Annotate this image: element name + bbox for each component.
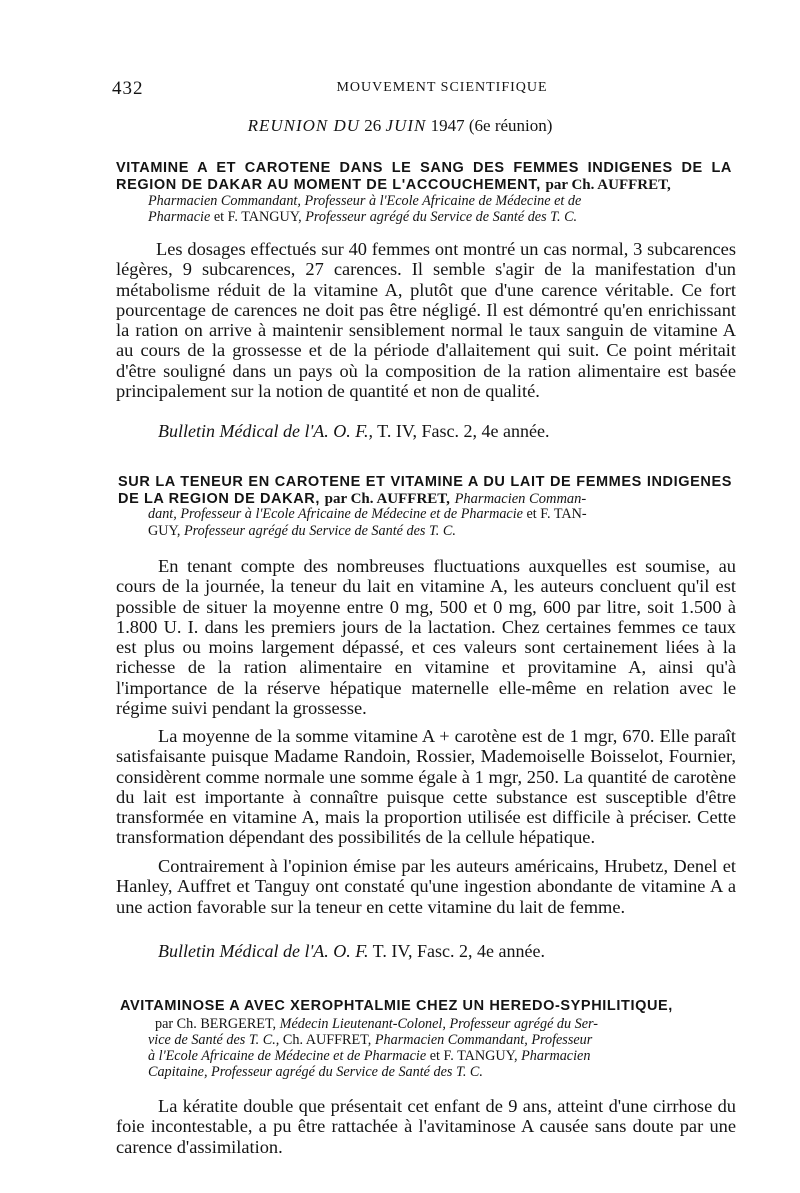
article1-citation-ref: T. IV, Fasc. 2, 4e année. [377, 421, 550, 441]
running-head [112, 78, 772, 100]
article2-affiliation-3 [148, 523, 728, 539]
article2-affiliation-2 [148, 506, 728, 522]
article1-title-text: VITAMINE A ET CAROTENE DANS LE SANG DES FEMMES INDIGENES DE LA REGION DE DAKAR AU MOMENT DE L'ACCOUCHEMENT, [116, 160, 732, 193]
article3-aff-line2c: Pharmacien Commandant, Professeur [374, 1032, 593, 1048]
article1-aff-line1: Pharmacien Commandant, Professeur à l'Ecole Africaine de Médecine et de [148, 193, 582, 209]
article2-title-text: SUR LA TENEUR EN CAROTENE ET VITAMINE A DU LAIT DE FEMMES INDIGENES DE LA REGION DE DAKAR, [118, 474, 732, 507]
article3-aff-line2b: Ch. AUFFRET, [282, 1032, 372, 1048]
article2-aff-line3a: GUY, [148, 523, 181, 539]
article3-affiliation-1 [155, 1016, 738, 1032]
article3-body: La kératite double que présentait cet enfant de 9 ans, atteint d'une cirrhose du foie incontestable, a pu être rattachée à l'avitaminose A causée sans doute par une carence d'assimilation. [116, 1096, 736, 1157]
article1-byline: par Ch. AUFFRET, [545, 177, 671, 193]
article3-aff-line3b: et F. TANGUY, [429, 1048, 518, 1064]
article2-paragraph-1: En tenant compte des nombreuses fluctuations auxquelles est soumise, au cours de la journée, la teneur du lait en vitamine A, les auteurs concluent qu'il est possible de situer la moyenne entre 0 mg, 500 et 0 mg, 600 par litre, soit 1.500 à 1.800 U. I. dans les premiers jours de la lactation. Chez certaines femmes ce taux est plus ou moins largement dépassé, et ces valeurs sont certainement liées à la richesse de la ration alimentaire en vitamine et provitamine A, ainsi qu'à l'importance de la réserve hépatique maternelle elle-même en relation avec le régime suivi pendant la grossesse. [116, 556, 736, 719]
article3-affiliation-3 [148, 1048, 738, 1064]
page-number: 432 [112, 78, 144, 99]
article2-aff-line3b: Professeur agrégé du Service de Santé des T. C. [184, 523, 456, 539]
article1-aff-line2a: Pharmacie [148, 209, 211, 225]
article3-aff-line4: Capitaine, Professeur agrégé du Service de Santé des T. C. [148, 1064, 483, 1080]
article3-aff-line2a: vice de Santé des T. C., [148, 1032, 280, 1048]
journal-title: MOUVEMENT SCIENTIFIQUE [336, 80, 548, 95]
article3-aff-line3c: Pharmacien [521, 1048, 591, 1064]
meeting-year: 1947 [430, 116, 465, 135]
article3-byline: par Ch. BERGERET, [155, 1016, 277, 1032]
meeting-prefix: REUNION DU [247, 116, 361, 135]
article1-affiliation-2 [148, 209, 728, 225]
article1-body: Les dosages effectués sur 40 femmes ont montré un cas normal, 3 subcarences légères, 9 subcarences, 27 carences. Il semble s'agir de la manifestation d'un métabolisme réduit de la vitamine A, plutôt que d'une carence véritable. Ce fort pourcentage de carences ne doit pas être négligé. Il est démontré qu'en enrichissant la ration on arrive à maintenir sensiblement normal le taux sanguin de vitamine A au cours de la grossesse et de la période d'allaitement qui suit. Ce point méritait d'être souligné dans un pays où la composition de la ration alimentaire est basée principalement sur la notion de quantité et non de qualité. [116, 239, 736, 402]
meeting-suffix: (6e réunion) [468, 116, 553, 135]
article1-title [116, 160, 732, 194]
article3-title-text: AVITAMINOSE A AVEC XEROPHTALMIE CHEZ UN HEREDO-SYPHILITIQUE, [120, 998, 673, 1014]
article2-title [118, 474, 732, 508]
article2-citation [158, 940, 758, 962]
article2-citation-title: Bulletin Médical de l'A. O. F. [158, 941, 369, 961]
article3-title [120, 998, 732, 1015]
article1-citation [158, 420, 758, 442]
article2-aff-line2b: et F. TAN- [526, 506, 587, 522]
article1-affiliation-1 [148, 193, 728, 209]
article1-citation-title: Bulletin Médical de l'A. O. F., [158, 421, 373, 441]
meeting-heading [0, 116, 800, 136]
article3-affiliation-4 [148, 1064, 738, 1080]
article3-aff-line3a: à l'Ecole Africaine de Médecine et de Pharmacie [148, 1048, 427, 1064]
article1-aff-line2c: Professeur agrégé du Service de Santé des T. C. [305, 209, 578, 225]
article2-byline: par Ch. AUFFRET, [324, 491, 450, 507]
meeting-day: 26 [364, 116, 382, 135]
article2-aff-line1: Pharmacien Comman- [454, 491, 587, 507]
article3-aff-line1b: Médecin Lieutenant-Colonel, Professeur agrégé du Ser- [279, 1016, 598, 1032]
article2-paragraph-2: La moyenne de la somme vitamine A + carotène est de 1 mgr, 670. Elle paraît satisfaisante puisque Madame Randoin, Rossier, Mademoiselle Boisselot, Fournier, considèrent comme normale une somme égale à 1 mgr, 250. La quantité de carotène du lait est importante à connaître puisque cette substance est susceptible d'être transformée en vitamine A, mais la proportion utilisée est difficile à préciser. Cette transformation dépendant des possibilités de la cellule hépatique. [116, 726, 736, 848]
article2-aff-line2: dant, Professeur à l'Ecole Africaine de Médecine et de Pharmacie [148, 506, 523, 522]
meeting-month: JUIN [385, 116, 427, 135]
article2-citation-ref: T. IV, Fasc. 2, 4e année. [372, 941, 545, 961]
article1-aff-line2b: et F. TANGUY, [213, 209, 302, 225]
article2-paragraph-3: Contrairement à l'opinion émise par les auteurs américains, Hrubetz, Denel et Hanley, Auffret et Tanguy ont constaté qu'une ingestion abondante de vitamine A a une action favorable sur la teneur en cette vitamine du lait de femme. [116, 856, 736, 917]
article3-affiliation-2 [148, 1032, 738, 1048]
